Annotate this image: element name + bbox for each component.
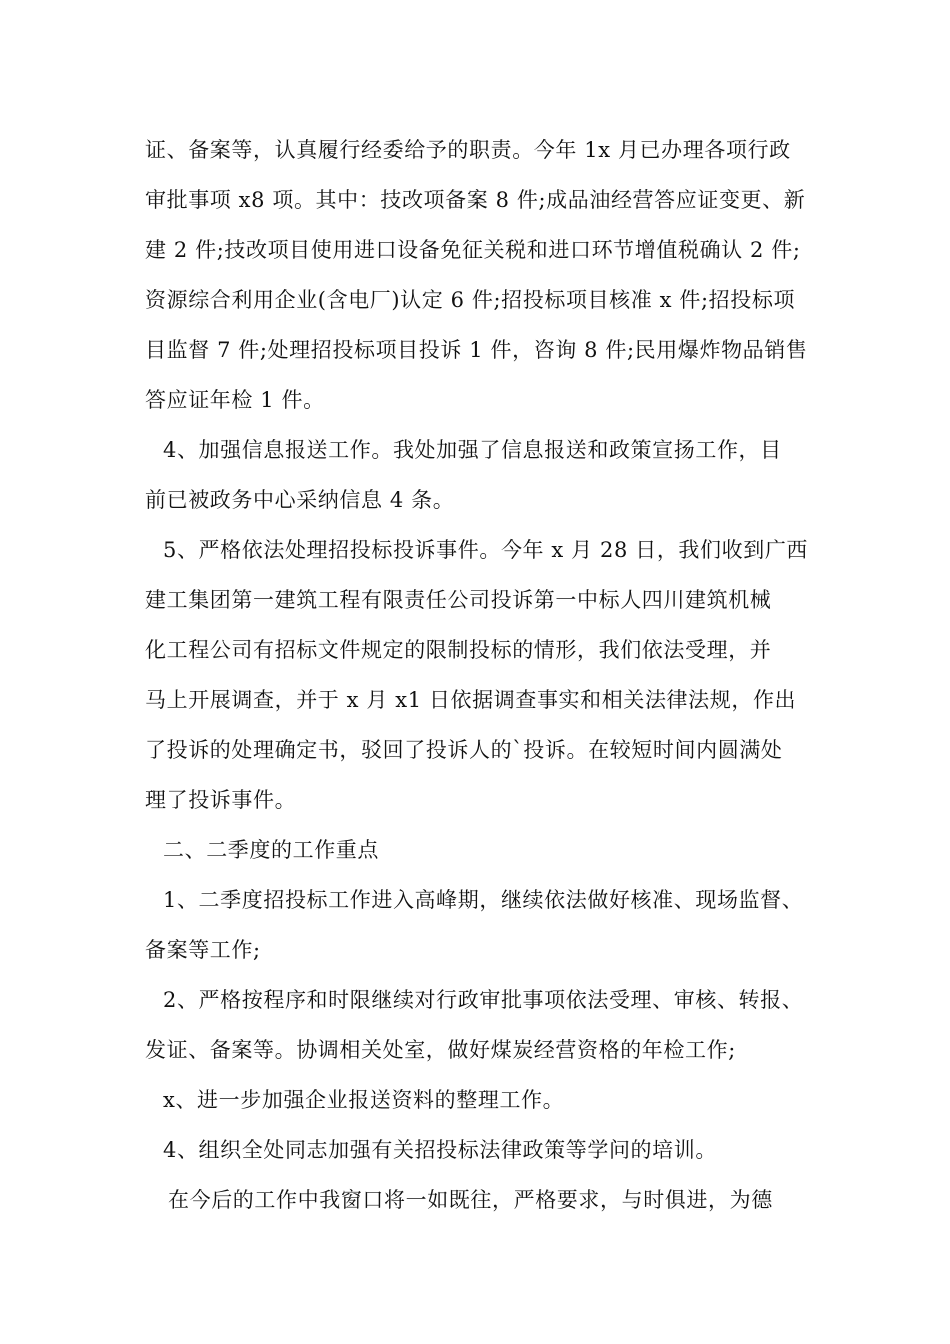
paragraph-heading-line: 4、加强信息报送工作。我处加强了信息报送和政策宣扬工作，目 <box>163 438 782 462</box>
text-line: 前已被政务中心采纳信息 4 条。 <box>145 488 455 512</box>
text-line: 发证、备案等。协调相关处室，做好煤炭经营资格的年检工作; <box>145 1038 736 1062</box>
text-line: 目监督 7 件;处理招投标项目投诉 1 件，咨询 8 件;民用爆炸物品销售 <box>145 338 808 362</box>
text-line: 审批事项 x8 项。其中：技改项备案 8 件;成品油经营答应证变更、新 <box>145 188 806 212</box>
paragraph-heading-line: 5、严格依法处理招投标投诉事件。今年 x 月 28 日，我们收到广西 <box>163 538 809 562</box>
text-line: 马上开展调查，并于 x 月 x1 日依据调查事实和相关法律法规，作出 <box>145 688 797 712</box>
text-line: 建 2 件;技改项目使用进口设备免征关税和进口环节增值税确认 2 件; <box>145 238 801 262</box>
text-line: 了投诉的处理确定书，驳回了投诉人的`投诉。在较短时间内圆满处 <box>145 738 783 762</box>
paragraph-heading-line: 2、严格按程序和时限继续对行政审批事项依法受理、审核、转报、 <box>163 988 804 1012</box>
section-heading: 二、二季度的工作重点 <box>163 838 379 862</box>
text-line: 证、备案等，认真履行经委给予的职责。今年 1x 月已办理各项行政 <box>145 138 791 162</box>
paragraph-heading-line: 4、组织全处同志加强有关招投标法律政策等学问的培训。 <box>163 1138 717 1162</box>
paragraph-heading-line: 1、二季度招投标工作进入高峰期，继续依法做好核准、现场监督、 <box>163 888 804 912</box>
paragraph-heading-line: 在今后的工作中我窗口将一如既往，严格要求，与时俱进，为德 <box>168 1188 773 1212</box>
text-line: 资源综合利用企业(含电厂)认定 6 件;招投标项目核准 x 件;招投标项 <box>145 288 796 312</box>
text-line: 答应证年检 1 件。 <box>145 388 325 412</box>
text-line: 备案等工作; <box>145 938 261 962</box>
text-line: 化工程公司有招标文件规定的限制投标的情形，我们依法受理，并 <box>145 638 772 662</box>
text-line: 建工集团第一建筑工程有限责任公司投诉第一中标人四川建筑机械 <box>145 588 772 612</box>
paragraph-heading-line: x、进一步加强企业报送资料的整理工作。 <box>163 1088 565 1112</box>
text-line: 理了投诉事件。 <box>145 788 297 812</box>
